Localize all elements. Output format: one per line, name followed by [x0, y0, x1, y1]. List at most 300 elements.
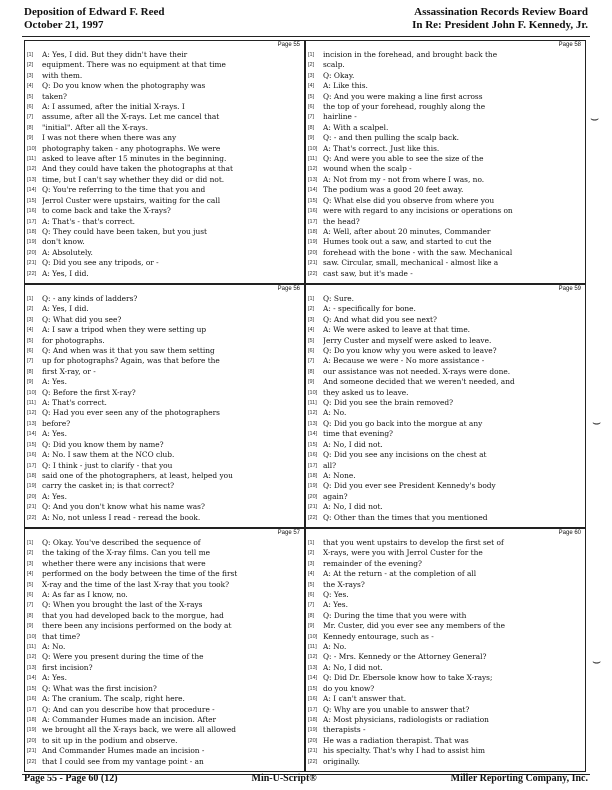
transcript-line [27, 398, 300, 408]
line-number: [21] [27, 260, 37, 267]
line-number: [9] [27, 379, 34, 386]
transcript-line [308, 112, 581, 122]
line-number: [18] [27, 472, 37, 479]
line-number: [8] [308, 124, 315, 131]
line-number: [12] [27, 410, 37, 417]
transcript-line [308, 123, 581, 133]
transcript-line [308, 217, 581, 227]
line-number: [8] [27, 368, 34, 375]
line-text: A: No. [323, 642, 347, 652]
line-number: [13] [27, 176, 37, 183]
line-text: to sit up in the podium and observe. [42, 735, 178, 745]
transcript-line [308, 336, 581, 346]
line-text: cast saw, but it's made - [323, 268, 413, 278]
line-text: assume, after all the X-rays. Let me cancel that [42, 112, 220, 122]
line-text: A: Yes. [42, 377, 67, 387]
line-number: [3] [308, 560, 315, 567]
line-text: He was a radiation therapist. That was [323, 735, 469, 745]
transcript-line [27, 757, 300, 767]
board-title: Assassination Records Review Board [414, 6, 588, 18]
line-text: A: Yes. [323, 600, 348, 610]
transcript-line [27, 81, 300, 91]
line-text: A: No. I saw them at the NCO club. [42, 450, 175, 460]
transcript-line [308, 502, 581, 512]
line-text: The podium was a good 20 feet away. [323, 185, 464, 195]
line-number: [10] [27, 633, 37, 640]
line-number: [11] [308, 156, 317, 163]
line-text: A: Yes, I did. But they didn't have their [42, 50, 188, 59]
line-text: the X-rays? [323, 579, 365, 589]
line-text: X-rays, were you with Jerrol Custer for the [323, 548, 483, 558]
line-text: X-ray and the time of the last X-ray that you took? [42, 579, 230, 589]
transcript-line [308, 50, 581, 60]
page-number: Page 55 [277, 42, 300, 48]
transcript-line [27, 227, 300, 237]
transcript-lines [27, 538, 300, 767]
transcript-line [308, 600, 581, 610]
line-number: [17] [27, 462, 37, 469]
line-text: A: No. [323, 408, 347, 418]
line-text: Q: Yes. [323, 590, 349, 600]
line-number: [18] [27, 228, 37, 235]
line-number: [7] [27, 114, 34, 121]
page-number: Page 57 [277, 530, 300, 536]
line-text: Q: And you were making a line first across [323, 91, 483, 101]
transcript-line [27, 513, 300, 523]
transcript-line [27, 123, 300, 133]
line-text: Q: What was the first incision? [42, 683, 157, 693]
line-number: [15] [308, 441, 318, 448]
transcript-line [308, 133, 581, 143]
line-number: [19] [308, 483, 318, 490]
line-number: [10] [308, 389, 318, 396]
line-number: [16] [27, 696, 37, 703]
transcript-line [27, 71, 300, 81]
transcript-line [308, 304, 581, 314]
line-text: Q: Were you present during the time of the [42, 652, 204, 662]
transcript-line [27, 92, 300, 102]
page-panel-55 [24, 40, 305, 284]
transcript-line [27, 196, 300, 206]
line-number: [15] [308, 685, 318, 692]
line-text: A: Because we were - No more assistance - [323, 356, 485, 366]
transcript-line [308, 569, 581, 579]
line-number: [14] [27, 431, 37, 438]
line-number: [9] [27, 623, 34, 630]
line-text: Q: Did you know them by name? [42, 439, 164, 449]
line-number: [19] [27, 483, 37, 490]
line-text: A: I assumed, after the initial X-rays. I [42, 102, 185, 112]
line-number: [20] [27, 737, 37, 744]
transcript-line [27, 377, 300, 387]
line-number: [4] [308, 571, 315, 578]
transcript-line [27, 559, 300, 569]
line-number: [5] [27, 581, 34, 588]
line-text: Q: And were you able to see the size of the [323, 154, 484, 164]
line-text: said one of the photographers, at least, helped you [42, 470, 233, 480]
line-text: A: No. [42, 642, 66, 652]
transcript-line [27, 60, 300, 70]
transcript-line [308, 492, 581, 502]
line-text: originally. [323, 756, 360, 766]
line-number: [21] [308, 260, 318, 267]
page-range: Page 55 - Page 60 (12) [24, 773, 118, 784]
line-text: A: Yes, I did. [42, 304, 89, 314]
line-number: [20] [27, 249, 37, 256]
line-text: A: Yes. [42, 429, 67, 439]
line-number: [11] [27, 156, 36, 163]
line-text: therapists - [323, 725, 366, 735]
line-text: Q: Do you know when the photography was [42, 81, 206, 91]
line-text: Mr. Custer, did you ever see any members of the [323, 621, 506, 631]
transcript-line [27, 50, 300, 60]
line-text: hairline - [323, 112, 357, 122]
line-number: [15] [27, 685, 37, 692]
line-text: A: I can't answer that. [323, 694, 407, 704]
line-number: [22] [27, 514, 37, 521]
line-number: [20] [308, 249, 318, 256]
transcript-line [27, 632, 300, 642]
transcript-line [27, 736, 300, 746]
line-number: [3] [308, 316, 315, 323]
line-number: [12] [308, 654, 318, 661]
transcript-line [308, 175, 581, 185]
line-number: [2] [308, 306, 315, 313]
transcript-line [27, 206, 300, 216]
line-text: the head? [323, 216, 360, 226]
page-number: Page 60 [558, 530, 581, 536]
line-number: [9] [308, 623, 315, 630]
line-text: Q: They could have been taken, but you just [42, 226, 207, 236]
line-number: [16] [308, 696, 318, 703]
case-title: In Re: President John F. Kennedy, Jr. [412, 19, 588, 31]
margin-check-mark: ⌣ [592, 654, 602, 670]
line-text: the top of your forehead, roughly along the [323, 102, 486, 112]
transcript-line [308, 258, 581, 268]
line-number: [7] [27, 358, 34, 365]
transcript-line [308, 419, 581, 429]
line-number: [3] [308, 72, 315, 79]
line-text: for photographs. [42, 335, 105, 345]
line-text: A: Well, after about 20 minutes, Commander [323, 226, 491, 236]
transcript-line [308, 356, 581, 366]
transcript-line [308, 705, 581, 715]
line-text: Q: What else did you observe from where you [323, 195, 495, 205]
line-text: Q: Did you see any tripods, or - [42, 258, 159, 268]
line-text: Q: And you don't know what his name was? [42, 502, 205, 512]
transcript-line [27, 642, 300, 652]
line-text: Q: Other than the times that you mentioned [323, 512, 488, 522]
transcript-line [308, 694, 581, 704]
line-text: A: As far as I know, no. [42, 590, 128, 600]
transcript-line [27, 492, 300, 502]
transcript-line [27, 154, 300, 164]
transcript-line [308, 548, 581, 558]
transcript-line [27, 304, 300, 314]
page-panel-56 [24, 284, 305, 528]
line-number: [9] [308, 135, 315, 142]
transcript-line [27, 590, 300, 600]
transcript-line [308, 248, 581, 258]
line-text: first incision? [42, 662, 93, 672]
line-number: [7] [27, 602, 34, 609]
line-text: A: Yes, I did. [42, 268, 89, 278]
line-number: [5] [308, 581, 315, 588]
line-text: up for photographs? Again, was that before the [42, 356, 220, 366]
line-text: first X-ray, or - [42, 366, 96, 376]
line-text: A: Like this. [323, 81, 368, 91]
line-text: the taking of the X-ray films. Can you tell me [42, 548, 210, 558]
transcript-line [27, 673, 300, 683]
line-text: A: Yes. [42, 673, 67, 683]
line-number: [16] [27, 208, 37, 215]
transcript-line [27, 684, 300, 694]
line-text: Q: Before the first X-ray? [42, 387, 136, 397]
transcript-line [27, 367, 300, 377]
line-number: [1] [27, 296, 34, 302]
transcript-line [308, 632, 581, 642]
line-text: I was not there when there was any [42, 133, 177, 143]
line-number: [6] [308, 104, 315, 111]
transcript-line [27, 450, 300, 460]
line-text: A: Not from my - not from where I was, no. [323, 174, 485, 184]
transcript-line [27, 429, 300, 439]
line-number: [14] [308, 431, 318, 438]
line-text: A: No, I did not. [323, 439, 383, 449]
transcript-line [308, 642, 581, 652]
transcript-line [308, 346, 581, 356]
line-text: Q: Okay. You've described the sequence of [42, 538, 201, 547]
line-number: [7] [308, 602, 315, 609]
line-text: A: With a scalpel. [323, 122, 389, 132]
line-text: Q: And can you describe how that procedure - [42, 704, 215, 714]
line-text: forehead with the bone - with the saw. Mechanical [323, 247, 513, 257]
line-text: A: No, not unless I read - reread the book. [42, 512, 201, 522]
transcript-line [308, 196, 581, 206]
line-text: A: Commander Humes made an incision. After [42, 714, 217, 724]
line-text: Q: When you brought the last of the X-rays [42, 600, 203, 610]
transcript-line [308, 154, 581, 164]
transcript-line [308, 315, 581, 325]
transcript-line [27, 388, 300, 398]
line-text: Q: And when was it that you saw them setting [42, 346, 215, 356]
transcript-line [27, 112, 300, 122]
line-number: [18] [308, 716, 318, 723]
line-number: [20] [27, 493, 37, 500]
margin-check-mark: ⌣ [590, 111, 600, 127]
transcript-line [308, 746, 581, 756]
line-number: [14] [27, 675, 37, 682]
transcript-line [27, 705, 300, 715]
transcript-line [27, 652, 300, 662]
transcript-line [27, 346, 300, 356]
deposition-date: October 21, 1997 [24, 19, 104, 31]
line-number: [21] [27, 504, 37, 511]
transcript-line [27, 217, 300, 227]
page-panel-59 [305, 284, 586, 528]
transcript-line [308, 621, 581, 631]
line-number: [11] [27, 644, 36, 651]
line-number: [18] [308, 472, 318, 479]
line-text: incision in the forehead, and brought back the [323, 50, 498, 59]
transcript-line [308, 294, 581, 304]
line-number: [2] [308, 62, 315, 69]
line-number: [9] [27, 135, 34, 142]
line-text: A: Absolutely. [42, 247, 93, 257]
transcript-line [308, 377, 581, 387]
transcript-line [27, 621, 300, 631]
line-text: Jerry Custer and myself were asked to leave. [323, 335, 492, 345]
line-number: [22] [27, 758, 37, 765]
transcript-line [27, 580, 300, 590]
transcript-line [27, 102, 300, 112]
line-number: [22] [308, 514, 318, 521]
line-number: [11] [308, 644, 317, 651]
line-number: [4] [308, 83, 315, 90]
line-number: [19] [308, 239, 318, 246]
line-number: [1] [308, 296, 315, 302]
line-number: [4] [308, 327, 315, 334]
footer [24, 773, 588, 784]
page-panel-58 [305, 40, 586, 284]
line-number: [1] [308, 540, 315, 546]
line-number: [16] [308, 452, 318, 459]
line-number: [15] [308, 197, 318, 204]
line-number: [19] [308, 727, 318, 734]
transcript-line [308, 673, 581, 683]
line-number: [1] [308, 52, 315, 58]
transcript-line [308, 92, 581, 102]
reporting-company: Miller Reporting Company, Inc. [450, 773, 588, 784]
transcript-line [308, 388, 581, 398]
transcript-line [308, 227, 581, 237]
transcript-line [27, 419, 300, 429]
line-number: [18] [27, 716, 37, 723]
transcript-line [308, 408, 581, 418]
line-number: [3] [27, 72, 34, 79]
line-number: [5] [308, 93, 315, 100]
line-number: [12] [27, 654, 37, 661]
transcript-line [27, 569, 300, 579]
transcript-line [308, 663, 581, 673]
transcript-line [308, 206, 581, 216]
transcript-line [27, 237, 300, 247]
line-number: [6] [27, 104, 34, 111]
line-number: [19] [27, 239, 37, 246]
line-number: [16] [27, 452, 37, 459]
transcript-line [27, 248, 300, 258]
transcript-line [308, 164, 581, 174]
line-text: A: That's - that's correct. [42, 216, 136, 226]
transcript-line [308, 144, 581, 154]
transcript-line [308, 71, 581, 81]
transcript-line [308, 102, 581, 112]
line-number: [6] [27, 348, 34, 355]
line-text: A: At the return - at the completion of all [323, 569, 477, 579]
line-number: [14] [308, 187, 318, 194]
transcript-line [308, 60, 581, 70]
line-number: [2] [308, 550, 315, 557]
transcript-line [27, 694, 300, 704]
line-number: [1] [27, 540, 34, 546]
transcript-line [27, 294, 300, 304]
line-number: [21] [308, 504, 318, 511]
transcript-line [308, 269, 581, 279]
transcript-line [308, 325, 581, 335]
line-number: [13] [308, 420, 318, 427]
line-text: Q: - and then pulling the scalp back. [323, 133, 459, 143]
line-text: Q: Did you see the brain removed? [323, 398, 454, 408]
line-text: And they could have taken the photographs at that [42, 164, 233, 174]
line-text: Q: Had you ever seen any of the photographers [42, 408, 220, 418]
transcript-line [27, 175, 300, 185]
header-rule [22, 36, 590, 37]
line-number: [20] [308, 737, 318, 744]
transcript-line [27, 440, 300, 450]
line-number: [17] [308, 706, 318, 713]
line-number: [3] [27, 560, 34, 567]
transcript-line [27, 461, 300, 471]
line-number: [14] [27, 187, 37, 194]
transcript-line [27, 144, 300, 154]
line-number: [8] [27, 124, 34, 131]
line-text: to come back and take the X-rays? [42, 206, 171, 216]
line-text: A: The cranium. The scalp, right here. [42, 694, 185, 704]
line-text: Q: Did you ever see President Kennedy's body [323, 481, 496, 491]
line-text: with them. [42, 70, 83, 80]
line-number: [9] [308, 379, 315, 386]
transcript-line [27, 502, 300, 512]
line-number: [8] [308, 612, 315, 619]
line-text: A: - specifically for bone. [323, 304, 416, 314]
line-text: that you went upstairs to develop the first set of [323, 538, 504, 547]
transcript-lines [308, 538, 581, 767]
line-number: [2] [27, 62, 34, 69]
line-number: [12] [308, 166, 318, 173]
line-text: A: That's correct. [42, 398, 107, 408]
transcript-line [27, 600, 300, 610]
line-number: [14] [308, 675, 318, 682]
line-number: [22] [27, 270, 37, 277]
line-number: [13] [308, 176, 318, 183]
transcript-line [308, 440, 581, 450]
transcript-line [308, 398, 581, 408]
transcript-line [308, 450, 581, 460]
transcript-line [308, 725, 581, 735]
line-text: A: We were asked to leave at that time. [323, 325, 471, 335]
line-text: A: I saw a tripod when they were setting up [42, 325, 207, 335]
line-number: [19] [27, 727, 37, 734]
transcript-line [27, 133, 300, 143]
line-number: [4] [27, 83, 34, 90]
transcript-line [308, 81, 581, 91]
line-text: Q: Did you go back into the morgue at any [323, 418, 483, 428]
line-text: Q: Why are you unable to answer that? [323, 704, 470, 714]
transcript-line [27, 258, 300, 268]
line-text: Q: What did you see? [42, 314, 122, 324]
transcript-lines [308, 294, 581, 523]
line-number: [15] [27, 441, 37, 448]
line-text: time that evening? [323, 429, 394, 439]
header-left [24, 6, 164, 32]
line-number: [20] [308, 493, 318, 500]
line-number: [4] [27, 571, 34, 578]
transcript-line [308, 481, 581, 491]
line-number: [10] [308, 145, 318, 152]
line-number: [17] [308, 462, 318, 469]
transcript-line [308, 559, 581, 569]
transcript-line [308, 367, 581, 377]
